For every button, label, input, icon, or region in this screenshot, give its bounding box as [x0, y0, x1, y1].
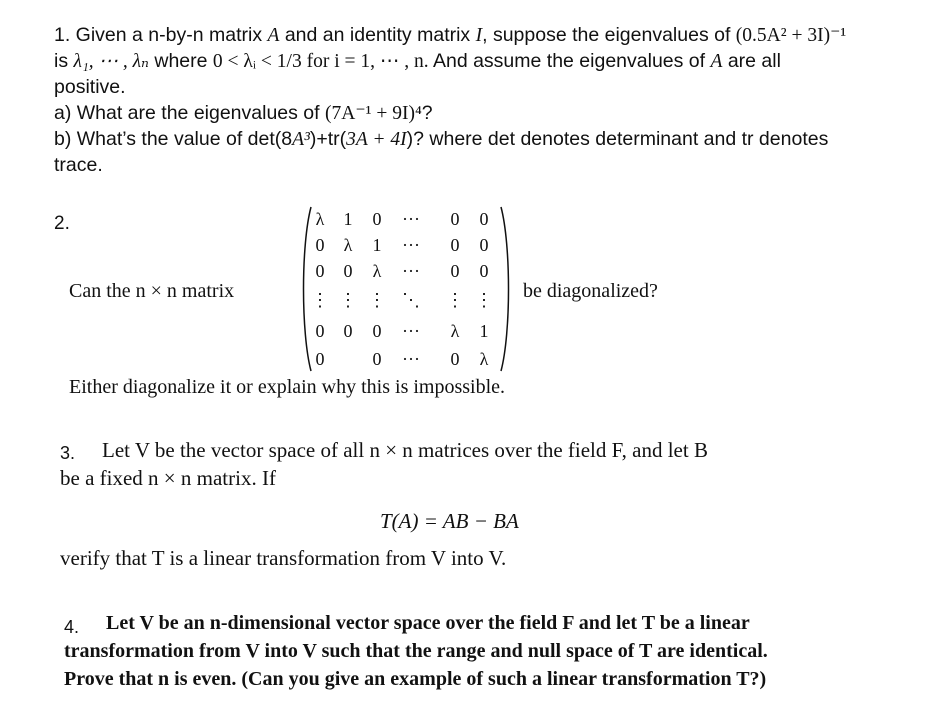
- matrix-cell: 0: [372, 209, 382, 229]
- problem-2-text-before: Can the n × n matrix: [69, 280, 235, 302]
- p1-text: , suppose the eigenvalues of: [482, 24, 736, 46]
- matrix-cell: 0: [450, 261, 460, 281]
- matrix-cell: λ: [343, 235, 353, 255]
- matrix-cell: ⋮: [475, 290, 493, 310]
- matrix-cell: 0: [479, 261, 489, 281]
- problem-1-line-3: positive.: [54, 76, 126, 98]
- problem-3-number: 3.: [60, 443, 76, 463]
- p1-text: 1. Given a n-by-n matrix: [54, 24, 268, 46]
- p1-text: )? where det denotes determinant and tr denotes: [406, 128, 829, 150]
- matrix-cell: ⋮: [339, 290, 357, 310]
- problem-1: [54, 22, 846, 178]
- matrix-cell: 1: [372, 235, 382, 255]
- problem-1-part-a: [54, 100, 846, 126]
- matrix-cell: 0: [450, 209, 460, 229]
- matrix-cell: ···: [402, 209, 420, 229]
- matrix-cell: ···: [402, 321, 420, 341]
- p1-var-I: I: [475, 25, 483, 46]
- problem-2-number: 2.: [54, 213, 70, 234]
- p1-expression: (0.5A² + 3I)⁻¹: [735, 25, 847, 46]
- matrix-cell: λ: [450, 321, 460, 341]
- matrix-cell: 0: [450, 235, 460, 255]
- matrix-cell: 0: [315, 321, 325, 341]
- left-paren-icon: [298, 205, 312, 373]
- p1-text: a) What are the eigenvalues of: [54, 102, 325, 124]
- problem-3-line-3: verify that T is a linear transformation from V into V.: [60, 546, 507, 570]
- matrix-cell: ⋮: [368, 290, 386, 310]
- matrix-cell: 0: [315, 235, 325, 255]
- problem-4-line-1: Let V be an n-dimensional vector space over the field F and let T be a linear: [106, 612, 750, 634]
- problem-1-line-6: trace.: [54, 154, 103, 176]
- matrix-cell: 0: [372, 321, 382, 341]
- p1-expression: A³: [292, 129, 310, 150]
- p1-text: are all: [722, 50, 781, 72]
- problem-3-line-2: be a fixed n × n matrix. If: [60, 466, 276, 490]
- p1-lambdas: λ₁, ⋯ , λₙ: [73, 51, 149, 72]
- problem-4-line-3: Prove that n is even. (Can you give an example of such a linear transformation T?): [64, 668, 767, 690]
- problem-4-line-2: transformation from V into V such that the range and null space of T are identical.: [64, 640, 768, 662]
- problem-3-line-1: Let V be the vector space of all n × n matrices over the field F, and let B: [102, 438, 708, 462]
- matrix-cell: 0: [479, 235, 489, 255]
- p1-expression: (7A⁻¹ + 9I)⁴: [325, 103, 422, 124]
- p1-text: b) What’s the value of det(8: [54, 128, 293, 150]
- matrix-cell: 1: [479, 321, 489, 341]
- matrix-cell: 0: [315, 261, 325, 281]
- matrix-cell: λ: [479, 349, 489, 369]
- matrix-cell: ⋮: [311, 290, 329, 310]
- p1-var-A: A: [710, 51, 723, 72]
- p1-condition: 0 < λᵢ < 1/3 for i = 1, ⋯ , n.: [212, 51, 429, 72]
- matrix-cell: λ: [315, 209, 325, 229]
- matrix-cell: 0: [343, 261, 353, 281]
- matrix-cell: ···: [402, 349, 420, 369]
- matrix-cell: ⋮: [446, 290, 464, 310]
- p1-text: And assume the eigenvalues of: [428, 50, 711, 72]
- problem-3-equation: T(A) = AB − BA: [380, 509, 519, 533]
- problem-2-closing: Either diagonalize it or explain why this is impossible.: [69, 376, 506, 398]
- matrix-cell: 0: [372, 349, 382, 369]
- matrix-cell: 1: [343, 209, 353, 229]
- p1-var-A: A: [267, 25, 280, 46]
- matrix-cell: λ: [372, 261, 382, 281]
- matrix-cell: 0: [479, 209, 489, 229]
- matrix-cell: ⋱: [402, 290, 420, 310]
- p1-text: where: [148, 50, 213, 72]
- p1-text: is: [54, 50, 74, 72]
- p1-text: and an identity matrix: [279, 24, 476, 46]
- problem-4-number: 4.: [64, 617, 80, 637]
- problem-1-part-b: [54, 126, 846, 152]
- matrix-cell: ···: [402, 261, 420, 281]
- matrix-cell: 0: [450, 349, 460, 369]
- matrix-cell: ···: [402, 235, 420, 255]
- right-paren-icon: [500, 205, 514, 373]
- p1-expression: 3A + 4I: [346, 129, 407, 150]
- matrix-cell: 0: [315, 349, 325, 369]
- problem-2-text-after: be diagonalized?: [523, 280, 658, 302]
- problem-1-line-1: [54, 22, 846, 48]
- p1-text: ?: [421, 102, 433, 124]
- p1-text: )+tr(: [309, 128, 347, 150]
- problem-1-line-2: [54, 48, 846, 74]
- matrix-cell: 0: [343, 321, 353, 341]
